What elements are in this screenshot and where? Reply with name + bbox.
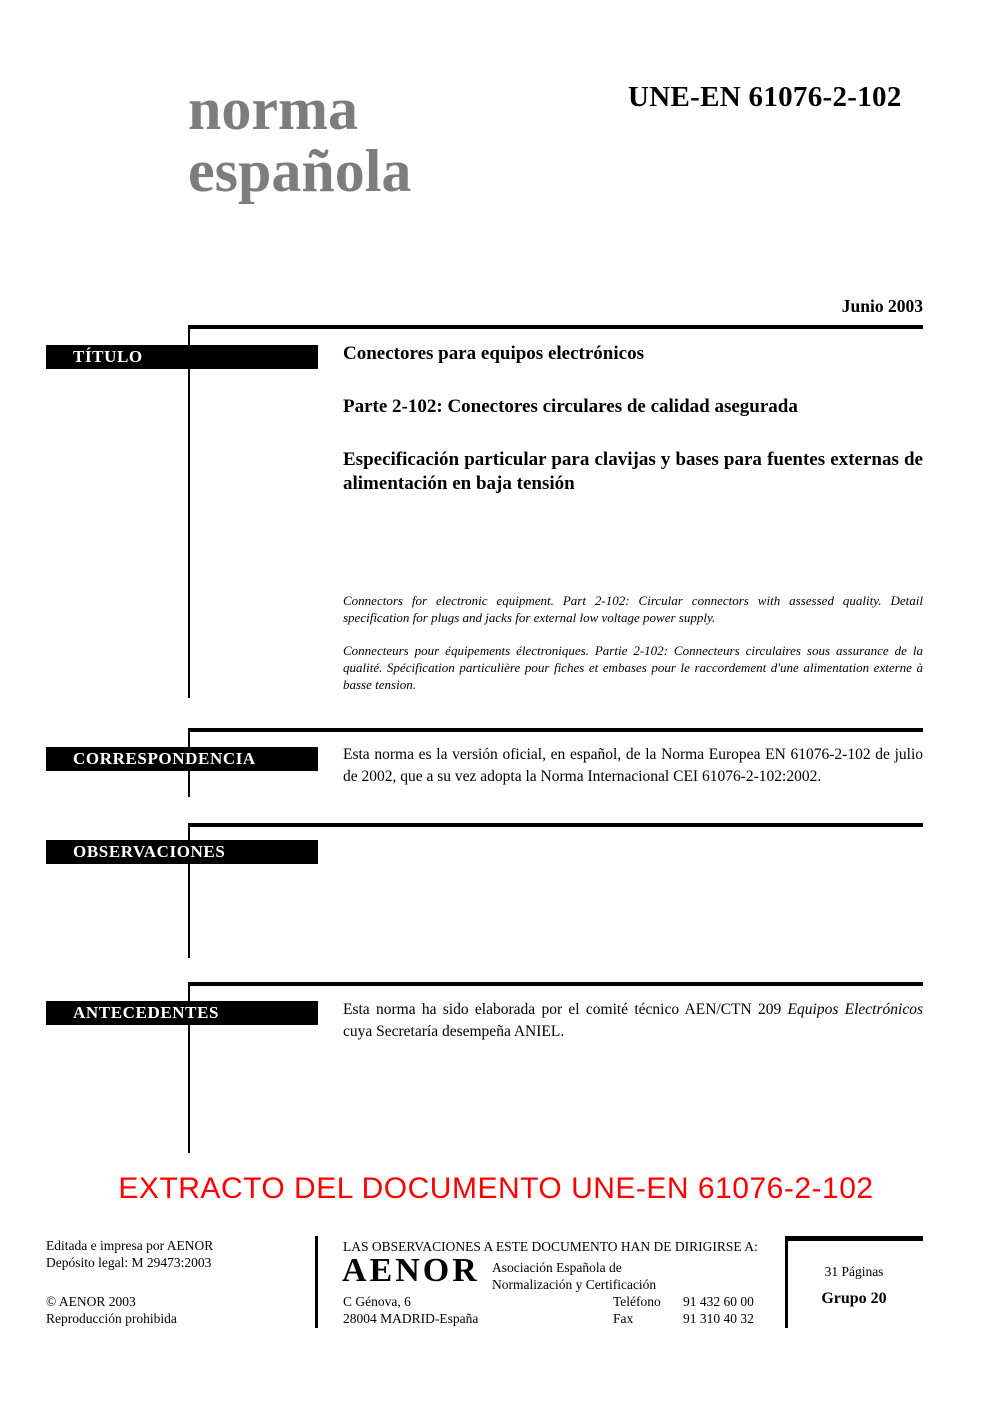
correspondencia-text: Esta norma es la versión oficial, en español, de la Norma Europea EN 61076-2-102 de julio de 2002, que a su vez adopta la Norma Internacional CEI 61076-2-102:2002. (343, 746, 923, 785)
footer-phone-values (683, 1293, 754, 1327)
footer-right-top-bar (785, 1236, 923, 1241)
footer-address-line-2: 28004 MADRID-España (343, 1311, 479, 1326)
logo-line-2: española (188, 138, 412, 204)
antecedentes-text (343, 999, 923, 1043)
footer-address-block (343, 1293, 478, 1327)
logo-line-1: norma (188, 76, 358, 142)
aenor-description (492, 1259, 656, 1293)
titulo-label-text: TÍTULO (73, 347, 143, 366)
antecedentes-top-rule (188, 982, 923, 986)
titulo-french-translation: Connecteurs pour équipements électroniques. Partie 2-102: Connecteurs circulaires sous assurance de la qualité. Spécification particulière pour fiches et embases pour le raccordement d'une alimentation externe à basse tension. (343, 643, 923, 692)
footer-imprint-line-2: Depósito legal: M 29473:2003 (46, 1255, 212, 1270)
footer-fax-label: Fax (613, 1311, 634, 1326)
footer-imprint-line-1: Editada e impresa por AENOR (46, 1238, 214, 1253)
document-number: UNE-EN 61076-2-102 (628, 81, 902, 113)
publication-date: Junio 2003 (841, 296, 923, 316)
observaciones-top-rule (188, 823, 923, 827)
correspondencia-top-rule (188, 728, 923, 732)
observaciones-label-text: OBSERVACIONES (73, 842, 226, 861)
footer-fax-value: 91 310 40 32 (683, 1311, 754, 1326)
footer-reproduction-line: Reproducción prohibida (46, 1311, 177, 1326)
extract-notice: EXTRACTO DEL DOCUMENTO UNE-EN 61076-2-102 (118, 1172, 874, 1205)
aenor-description-line-2: Normalización y Certificación (492, 1277, 657, 1292)
antecedentes-text-before: Esta norma ha sido elaborada por el comité técnico AEN/CTN 209 (343, 1001, 788, 1018)
aenor-logo: AENOR (342, 1252, 480, 1289)
titulo-vertical-rule (188, 325, 190, 698)
antecedentes-label-box (46, 1001, 318, 1025)
antecedentes-text-after: cuya Secretaría desempeña ANIEL. (343, 1023, 565, 1040)
antecedentes-label-text: ANTECEDENTES (73, 1003, 220, 1022)
titulo-top-rule (188, 325, 923, 329)
norma-espanola-logo (188, 78, 411, 202)
footer-imprint-block (46, 1237, 213, 1271)
footer-right-divider (785, 1236, 788, 1328)
titulo-english-translation: Connectors for electronic equipment. Part 2-102: Circular connectors with assessed quality. Detail specification for plugs and jacks for external low voltage power supply. (343, 593, 923, 625)
footer-group-number: Grupo 20 (821, 1290, 887, 1307)
footer-copyright-line: © AENOR 2003 (46, 1294, 136, 1309)
titulo-label-box (46, 345, 318, 369)
footer-address-line-1: C Génova, 6 (343, 1294, 411, 1309)
antecedentes-text-italic: Equipos Electrónicos (787, 1001, 923, 1018)
footer-page-count: 31 Páginas (824, 1264, 884, 1279)
footer-left-divider (315, 1236, 318, 1328)
footer-observations-notice: LAS OBSERVACIONES A ESTE DOCUMENTO HAN DE DIRIGIRSE A: (343, 1239, 758, 1254)
footer-phone-value: 91 432 60 00 (683, 1294, 754, 1309)
footer-copyright-block (46, 1293, 177, 1327)
correspondencia-label-box (46, 747, 318, 771)
observaciones-label-box (46, 840, 318, 864)
titulo-line-3: Especificación particular para clavijas y bases para fuentes externas de alimentación en baja tensión (343, 449, 923, 494)
footer-phone-label: Teléfono (613, 1294, 661, 1309)
titulo-line-2: Parte 2-102: Conectores circulares de calidad asegurada (343, 396, 798, 417)
footer-phone-labels (613, 1293, 661, 1327)
aenor-description-line-1: Asociación Española de (492, 1260, 622, 1275)
titulo-line-1: Conectores para equipos electrónicos (343, 343, 644, 364)
correspondencia-label-text: CORRESPONDENCIA (73, 749, 256, 768)
